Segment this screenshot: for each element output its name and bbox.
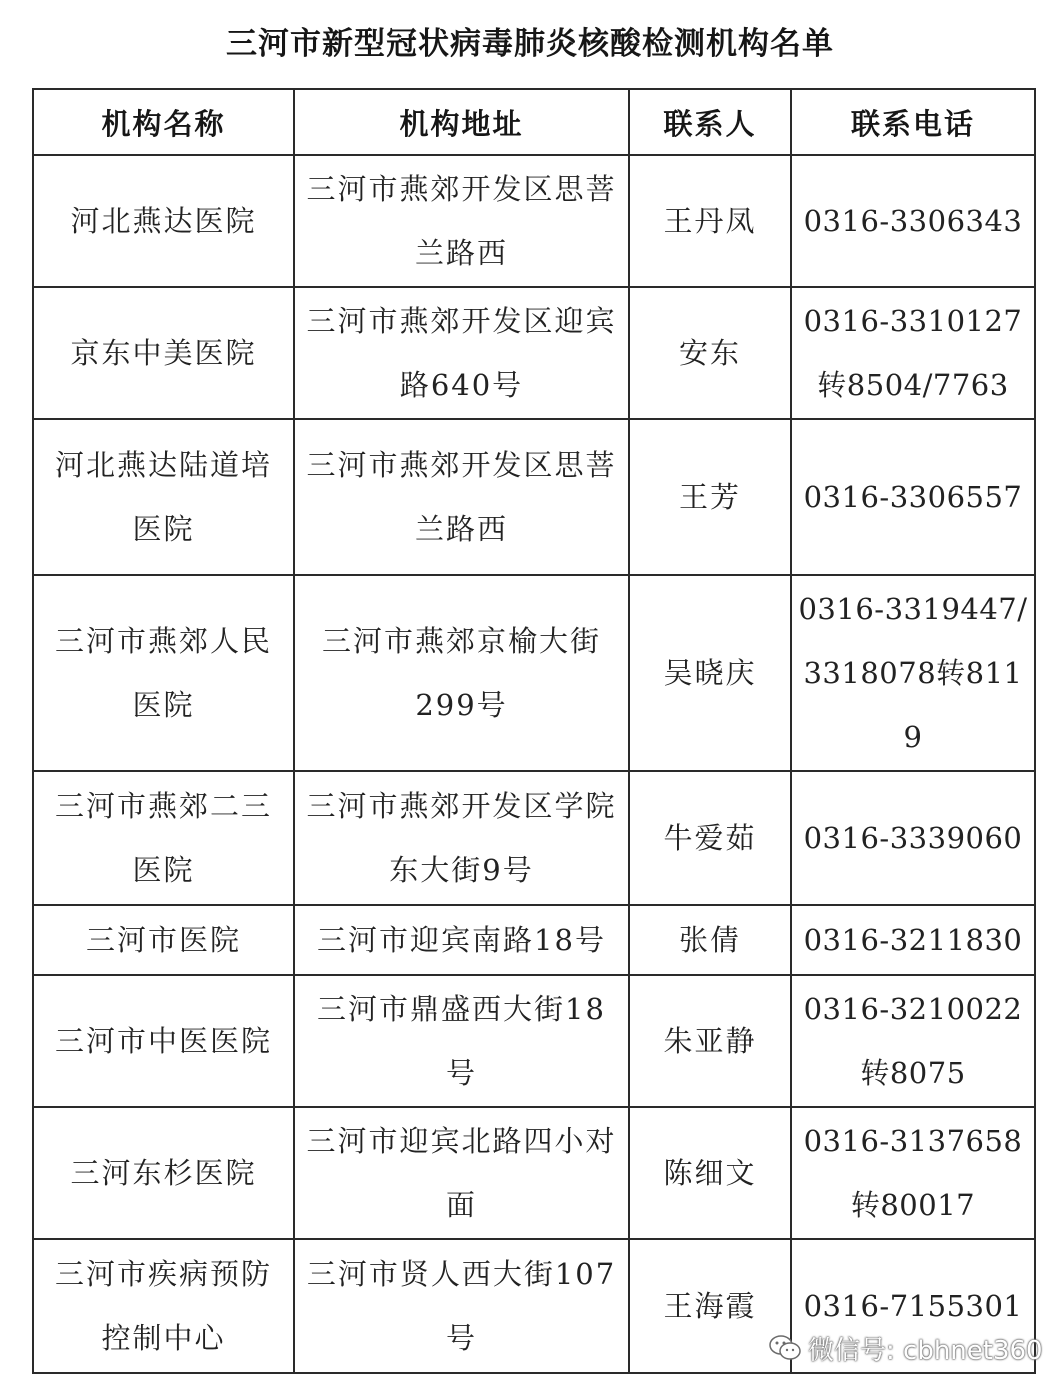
institution-address: 三河市迎宾南路18号 <box>294 905 629 975</box>
contact-person: 张倩 <box>629 905 791 975</box>
contact-phone: 0316-3210022转8075 <box>791 975 1035 1107</box>
table-row <box>33 575 1035 771</box>
institution-address: 三河市燕郊开发区思菩兰路西 <box>294 419 629 575</box>
wechat-watermark <box>768 1328 1043 1368</box>
institution-address: 三河市燕郊开发区迎宾路640号 <box>294 287 629 419</box>
table-row <box>33 771 1035 905</box>
table-row <box>33 155 1035 287</box>
contact-phone: 0316-3339060 <box>791 771 1035 905</box>
contact-phone: 0316-3306343 <box>791 155 1035 287</box>
contact-phone: 0316-3137658转80017 <box>791 1107 1035 1239</box>
contact-phone: 0316-3319447/3318078转8119 <box>791 575 1035 771</box>
institution-name: 三河市燕郊二三医院 <box>33 771 294 905</box>
document-title: 三河市新型冠状病毒肺炎核酸检测机构名单 <box>226 26 834 62</box>
header-institution-name: 机构名称 <box>33 89 294 155</box>
contact-phone: 0316-3306557 <box>791 419 1035 575</box>
watermark-text: 微信号: cbhnet360 <box>808 1335 1043 1366</box>
table-row <box>33 287 1035 419</box>
contact-person: 吴晓庆 <box>629 575 791 771</box>
institution-name: 河北燕达陆道培医院 <box>33 419 294 575</box>
institution-name: 三河市燕郊人民医院 <box>33 575 294 771</box>
header-contact-person: 联系人 <box>629 89 791 155</box>
contact-person: 朱亚静 <box>629 975 791 1107</box>
institution-address: 三河市贤人西大街107号 <box>294 1239 629 1373</box>
institution-address: 三河市燕郊开发区学院东大街9号 <box>294 771 629 905</box>
contact-person: 王芳 <box>629 419 791 575</box>
institution-address: 三河市燕郊京榆大街299号 <box>294 575 629 771</box>
contact-person: 王海霞 <box>629 1239 791 1373</box>
institution-address: 三河市鼎盛西大街18号 <box>294 975 629 1107</box>
table-row <box>33 905 1035 975</box>
institution-name: 三河东杉医院 <box>33 1107 294 1239</box>
institution-table <box>32 88 1036 1374</box>
table-row <box>33 975 1035 1107</box>
institution-name: 三河市医院 <box>33 905 294 975</box>
contact-person: 牛爱茹 <box>629 771 791 905</box>
contact-person: 王丹凤 <box>629 155 791 287</box>
table-row <box>33 1107 1035 1239</box>
institution-address: 三河市燕郊开发区思菩兰路西 <box>294 155 629 287</box>
contact-phone: 0316-3310127转8504/7763 <box>791 287 1035 419</box>
header-institution-address: 机构地址 <box>294 89 629 155</box>
header-contact-phone: 联系电话 <box>791 89 1035 155</box>
institution-name: 河北燕达医院 <box>33 155 294 287</box>
institution-name: 京东中美医院 <box>33 287 294 419</box>
wechat-icon <box>768 1333 802 1363</box>
contact-phone: 0316-3211830 <box>791 905 1035 975</box>
contact-phone: 0316-7155301 <box>791 1239 1035 1373</box>
table-row <box>33 419 1035 575</box>
institution-name: 三河市中医医院 <box>33 975 294 1107</box>
institution-name: 三河市疾病预防控制中心 <box>33 1239 294 1373</box>
table-header-row <box>33 89 1035 155</box>
institution-address: 三河市迎宾北路四小对面 <box>294 1107 629 1239</box>
contact-person: 安东 <box>629 287 791 419</box>
contact-person: 陈细文 <box>629 1107 791 1239</box>
